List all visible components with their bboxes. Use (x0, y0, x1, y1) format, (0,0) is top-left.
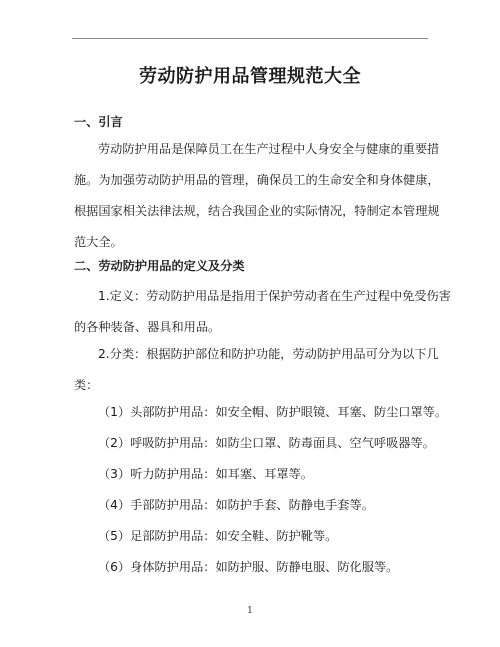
intro-line: 范大全。 (74, 235, 123, 249)
intro-line: 劳动防护用品是保障员工在生产过程中人身安全与健康的重要措 (98, 142, 440, 156)
section-heading-intro: 一、引言 (74, 115, 123, 129)
classification-paragraph (74, 339, 439, 401)
intro-paragraph (74, 134, 440, 258)
classification-line: 2.分类：根据防护部位和防护功能，劳动防护用品可分为以下几 (98, 347, 439, 361)
classification-list (74, 397, 448, 583)
header-rule (72, 38, 428, 39)
list-item: （6）身体防护用品：如防护服、防静电服、防化服等。 (98, 560, 399, 574)
definition-line: 的各种装备、器具和用品。 (74, 320, 221, 334)
list-item: （2）呼吸防护用品：如防尘口罩、防毒面具、空气呼吸器等。 (98, 436, 435, 450)
definition-line: 1.定义：劳动防护用品是指用于保护劳动者在生产过程中免受伤害 (98, 289, 451, 303)
document-title: 劳动防护用品管理规范大全 (139, 66, 361, 87)
intro-line: 施。为加强劳动防护用品的管理，确保员工的生命安全和身体健康， (74, 173, 440, 187)
classification-line: 类： (74, 378, 99, 392)
list-item: （3）听力防护用品：如耳塞、耳罩等。 (98, 467, 313, 481)
list-item: （4）手部防护用品：如防护手套、防静电手套等。 (98, 498, 374, 512)
section-heading-definition: 二、劳动防护用品的定义及分类 (74, 259, 245, 273)
page-number: 1 (247, 606, 253, 616)
intro-line: 根据国家相关法律法规，结合我国企业的实际情况，特制定本管理规 (74, 204, 440, 218)
definition-paragraph (74, 281, 451, 343)
list-item: （1）头部防护用品：如安全帽、防护眼镜、耳塞、防尘口罩等。 (98, 405, 448, 419)
list-item: （5）足部防护用品：如安全鞋、防护靴等。 (98, 529, 338, 543)
